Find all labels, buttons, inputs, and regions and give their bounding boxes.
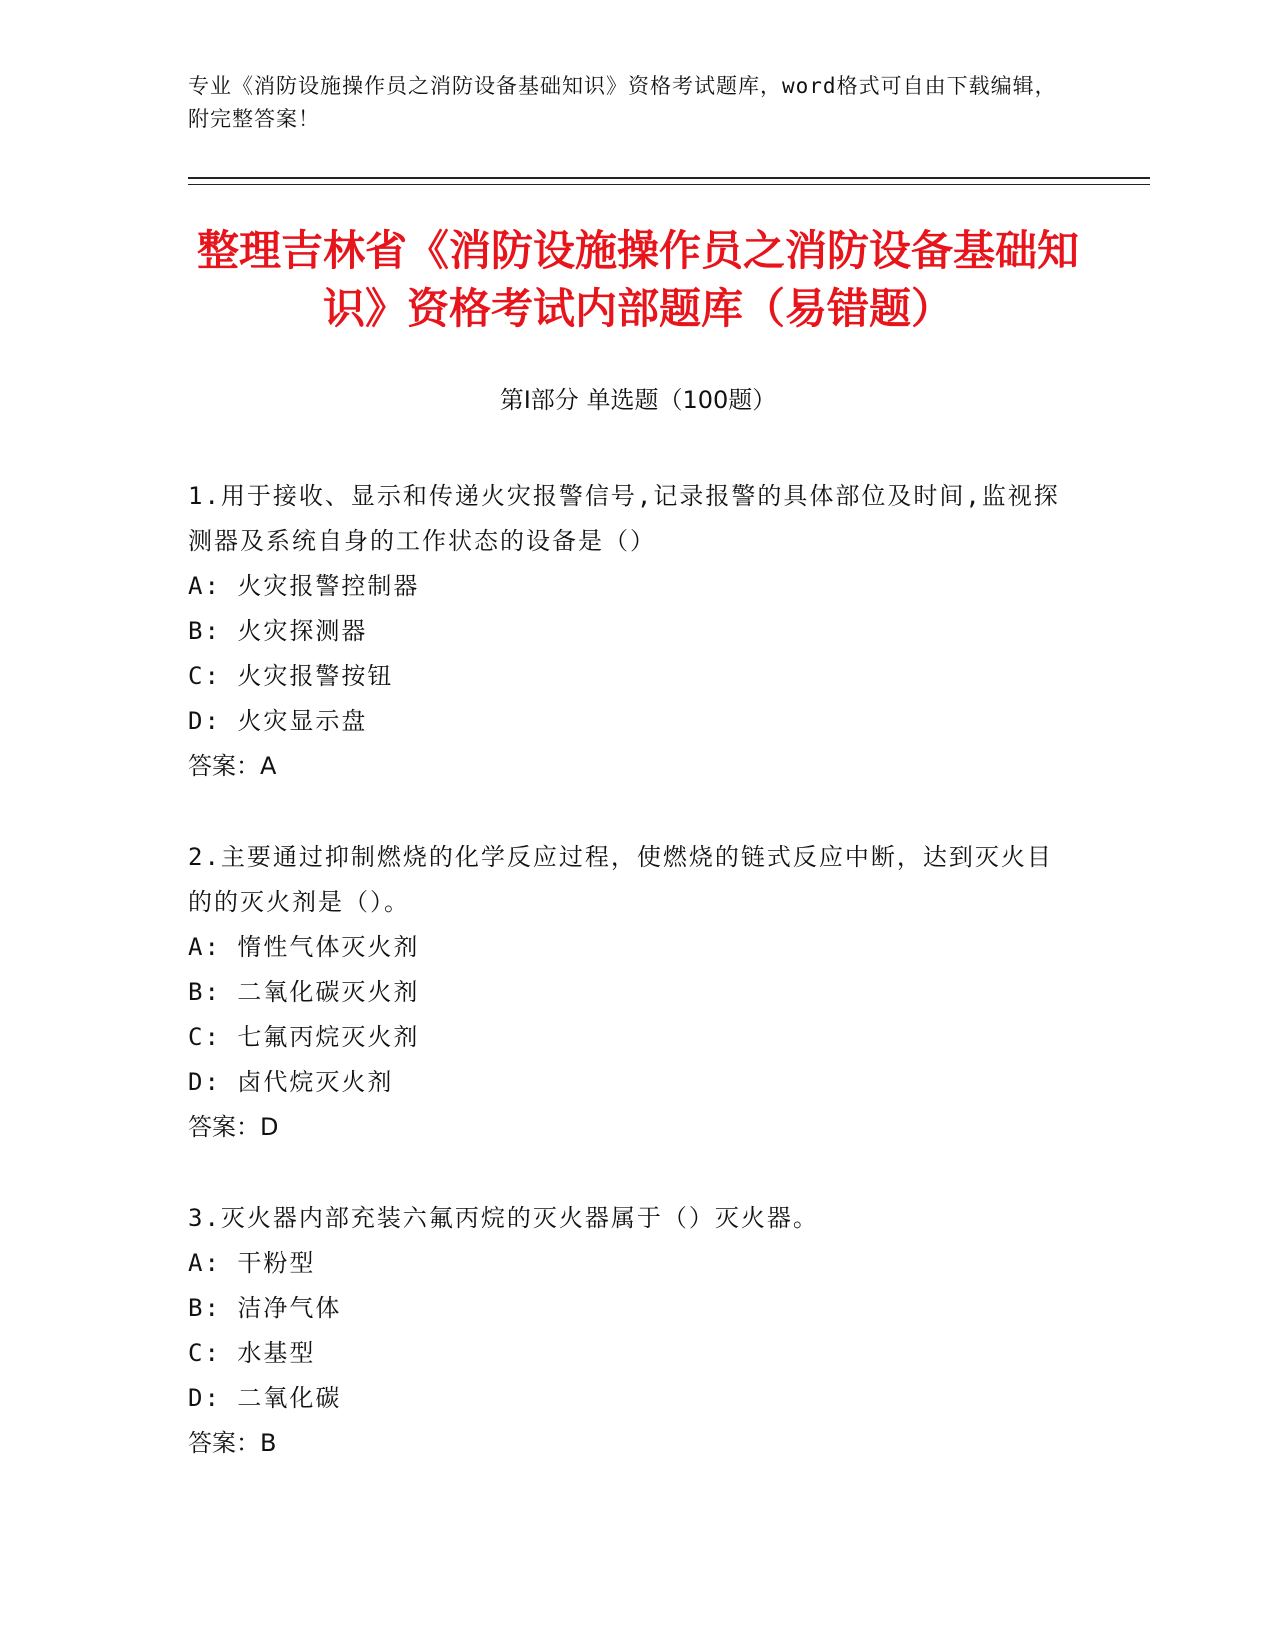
option-b: B: 二氧化碳灭火剂 (188, 978, 420, 1006)
section-heading: 第Ⅰ部分 单选题（100题） (499, 386, 777, 414)
option-c: C: 七氟丙烷灭火剂 (188, 1023, 420, 1051)
option-b: B: 火灾探测器 (188, 617, 368, 645)
question-stem: 1.用于接收、显示和传递火灾报警信号,记录报警的具体部位及时间,监视探测器及系统自身的工作状态的设备是（） (188, 482, 1060, 555)
answer-line: 答案：B (188, 1429, 277, 1457)
option-a: A: 干粉型 (188, 1249, 316, 1277)
option-b: B: 洁净气体 (188, 1294, 342, 1322)
question-3 (188, 1196, 1068, 1466)
question-1 (188, 474, 1068, 789)
option-d: D: 卤代烷灭火剂 (188, 1068, 394, 1096)
option-d: D: 火灾显示盘 (188, 707, 368, 735)
option-a: A: 惰性气体灭火剂 (188, 933, 420, 961)
header-divider-thin (188, 184, 1150, 185)
option-c: C: 火灾报警按钮 (188, 662, 394, 690)
document-header-note: 专业《消防设施操作员之消防设备基础知识》资格考试题库，word格式可自由下载编辑，附完整答案！ (188, 74, 1057, 131)
answer-line: 答案：D (188, 1113, 279, 1141)
option-a: A: 火灾报警控制器 (188, 572, 420, 600)
question-2 (188, 835, 1068, 1150)
answer-line: 答案：A (188, 752, 277, 780)
option-d: D: 二氧化碳 (188, 1384, 342, 1412)
document-title: 整理吉林省《消防设施操作员之消防设备基础知识》资格考试内部题库（易错题） (196, 226, 1079, 333)
option-c: C: 水基型 (188, 1339, 316, 1367)
question-stem: 3.灭火器内部充装六氟丙烷的灭火器属于（）灭火器。 (188, 1204, 819, 1232)
question-stem: 2.主要通过抑制燃烧的化学反应过程，使燃烧的链式反应中断，达到灭火目的的灭火剂是（）。 (188, 843, 1053, 916)
header-divider-thick (188, 177, 1150, 179)
